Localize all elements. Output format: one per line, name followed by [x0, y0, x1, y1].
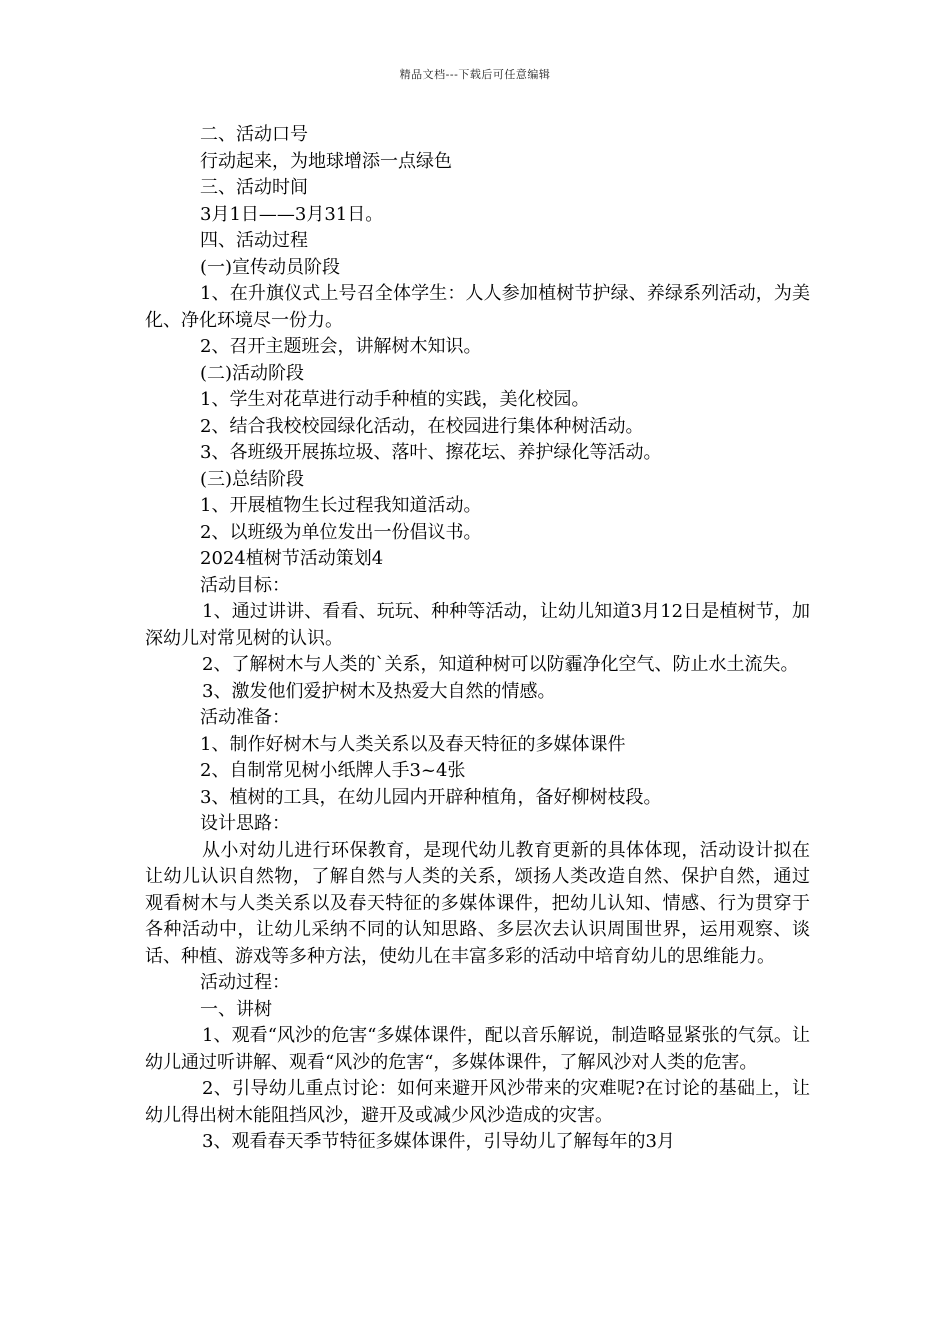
- paragraph: 2、引导幼儿重点讨论：如何来避开风沙带来的灾难呢?在讨论的基础上，让幼儿得出树木能阻挡风沙，避开及或减少风沙造成的灾害。: [145, 1078, 810, 1126]
- paragraph: 二、活动口号: [200, 124, 308, 145]
- paragraph: 2、以班级为单位发出一份倡议书。: [200, 521, 482, 543]
- paragraph: 1、观看“风沙的危害“多媒体课件，配以音乐解说，制造略显紧张的气氛。让幼儿通过听讲解、观看“风沙的危害“，多媒体课件，了解风沙对人类的危害。: [145, 1025, 810, 1073]
- paragraph: 三、活动时间: [200, 177, 308, 198]
- paragraph: 设计思路：: [200, 813, 290, 834]
- document-body: [145, 122, 810, 1156]
- paragraph: 2、了解树木与人类的`关系，知道种树可以防霾净化空气、防止水土流失。: [202, 654, 799, 675]
- paragraph: 2、自制常见树小纸牌人手3~4张: [200, 760, 466, 781]
- paragraph: 1、开展植物生长过程我知道活动。: [200, 495, 482, 516]
- paragraph: (三)总结阶段: [200, 468, 305, 490]
- paragraph: 行动起来，为地球增添一点绿色: [200, 150, 452, 172]
- paragraph: 1、在升旗仪式上号召全体学生：人人参加植树节护绿、养绿系列活动，为美化、净化环境尽一份力。: [145, 283, 810, 331]
- paragraph: 一、讲树: [200, 998, 272, 1020]
- paragraph: (二)活动阶段: [200, 362, 305, 384]
- paragraph: 活动目标：: [200, 574, 290, 596]
- paragraph: 1、学生对花草进行动手种植的实践，美化校园。: [200, 389, 590, 410]
- paragraph: 2、结合我校校园绿化活动，在校园进行集体种树活动。: [200, 415, 644, 437]
- paragraph: 3、各班级开展拣垃圾、落叶、擦花坛、养护绿化等活动。: [200, 442, 662, 463]
- paragraph: 四、活动过程: [200, 230, 308, 251]
- paragraph: 2、召开主题班会，讲解树木知识。: [200, 336, 482, 357]
- paragraph: 活动过程：: [200, 972, 290, 993]
- paragraph: 从小对幼儿进行环保教育，是现代幼儿教育更新的具体体现，活动设计拟在让幼儿认识自然物，了解自然与人类的关系，颂扬人类改造自然、保护自然，通过观看树木与人类关系以及春天特征的多媒体课件，把幼儿认知、情感、行为贯穿于各种活动中，让幼儿采纳不同的认知思路、多层次去认识周围世界，运用观察、谈话、种植、游戏等多种方法，使幼儿在丰富多彩的活动中培育幼儿的思维能力。: [145, 839, 810, 967]
- page-header: 精品文档---下载后可任意编辑: [399, 68, 551, 81]
- paragraph: 2024植树节活动策划4: [200, 548, 384, 569]
- paragraph: 活动准备：: [200, 707, 290, 728]
- paragraph: 3、激发他们爱护树木及热爱大自然的情感。: [202, 680, 556, 702]
- paragraph: 3月1日——3月31日。: [200, 203, 384, 225]
- paragraph: (一)宣传动员阶段: [200, 256, 341, 278]
- paragraph: 3、观看春天季节特征多媒体课件，引导幼儿了解每年的3月: [202, 1131, 675, 1152]
- paragraph: 3、植树的工具，在幼儿园内开辟种植角，备好柳树枝段。: [200, 786, 662, 808]
- paragraph: 1、通过讲讲、看看、玩玩、种种等活动，让幼儿知道3月12日是植树节，加深幼儿对常见树的认识。: [145, 601, 810, 649]
- paragraph: 1、制作好树木与人类关系以及春天特征的多媒体课件: [200, 733, 626, 755]
